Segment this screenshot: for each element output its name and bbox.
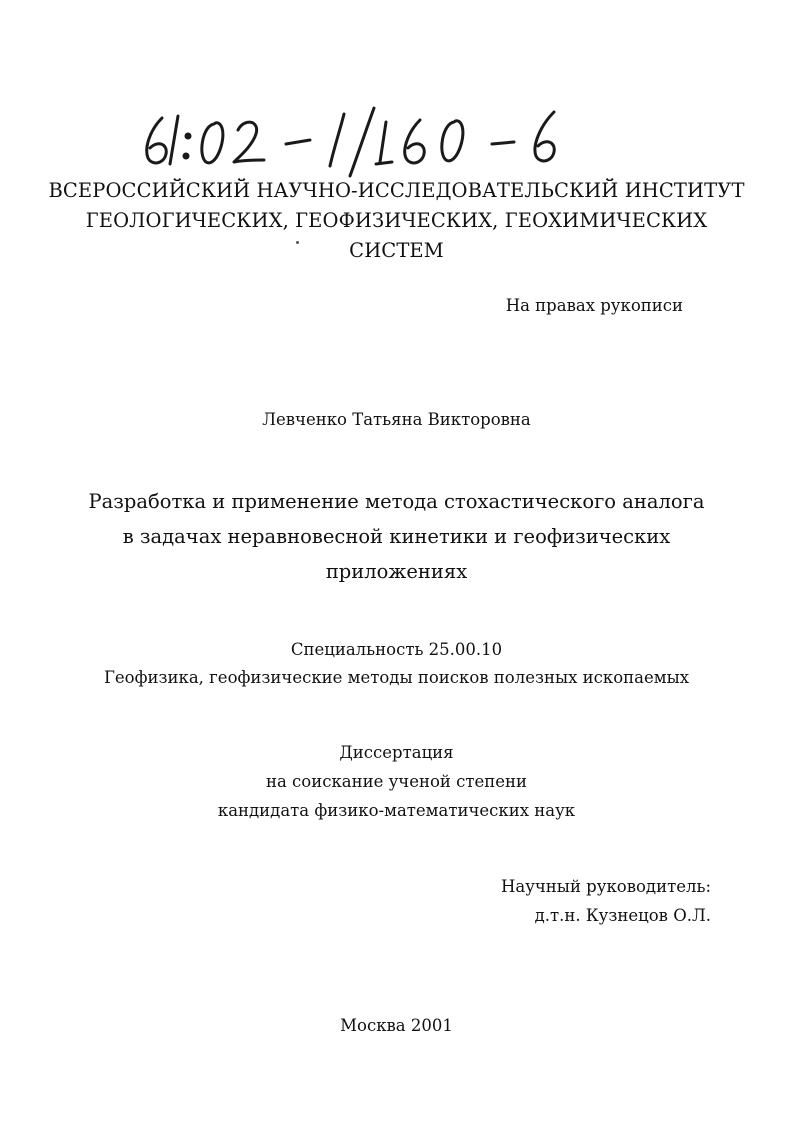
speciality-code: Специальность 25.00.10 [290, 640, 503, 659]
supervisor-block [501, 872, 711, 930]
speciality-block [0, 636, 793, 692]
dissertation-title [0, 484, 793, 589]
scan-speck [296, 241, 299, 244]
institute-line-3: СИСТЕМ [349, 239, 444, 262]
author-name: Левченко Татьяна Викторовна [262, 410, 531, 429]
title-line-3: приложениях [325, 560, 468, 583]
supervisor-label: Научный руководитель: [500, 877, 711, 896]
institute-name [0, 176, 793, 266]
rights-notice: На правах рукописи [505, 296, 683, 315]
degree-line-2: на соискание ученой степени [265, 772, 528, 791]
city-year: Москва 2001 [340, 1016, 453, 1035]
degree-block [0, 738, 793, 825]
degree-line-3: кандидата физико-математических наук [217, 801, 576, 820]
institute-line-2: ГЕОЛОГИЧЕСКИХ, ГЕОФИЗИЧЕСКИХ, ГЕОХИМИЧЕСКИХ [85, 209, 708, 232]
degree-line-1: Диссертация [339, 743, 454, 762]
speciality-name: Геофизика, геофизические методы поисков полезных ископаемых [103, 668, 690, 687]
supervisor-name: д.т.н. Кузнецов О.Л. [534, 906, 711, 925]
title-line-1: Разработка и применение метода стохастического аналога [88, 490, 705, 513]
institute-line-1: ВСЕРОССИЙСКИЙ НАУЧНО-ИССЛЕДОВАТЕЛЬСКИЙ ИНСТИТУТ [48, 179, 745, 202]
handwritten-catalog-number [140, 100, 570, 180]
handwritten-number-drawing [140, 100, 570, 180]
title-line-2: в задачах неравновесной кинетики и геофизических [122, 525, 671, 548]
